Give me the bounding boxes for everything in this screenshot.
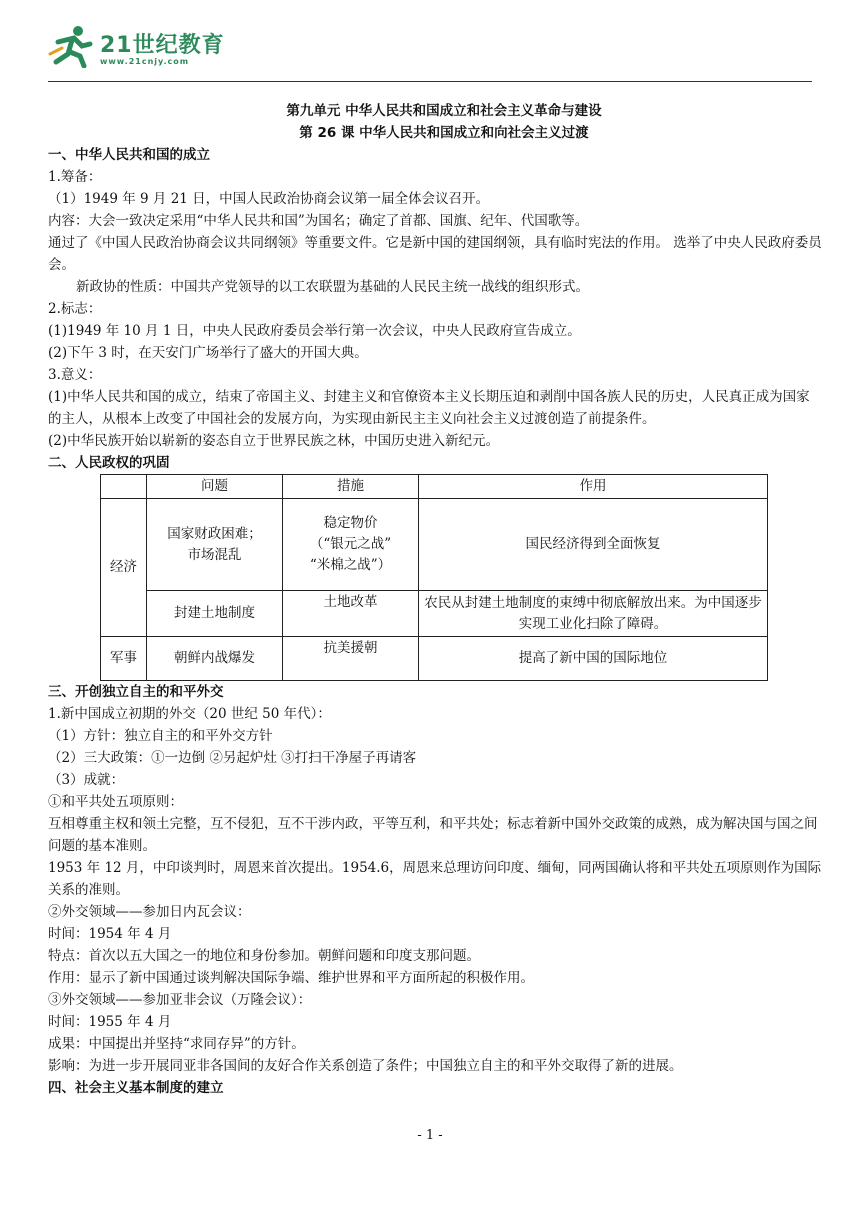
category-cell: 经济 bbox=[101, 499, 147, 637]
section-heading-4: 四、社会主义基本制度的建立 bbox=[48, 1080, 224, 1096]
consolidation-table bbox=[100, 474, 768, 681]
table-header-row bbox=[101, 475, 768, 499]
paragraph: 3.意义： bbox=[48, 367, 102, 383]
paragraph: 影响：为进一步开展同亚非各国间的友好合作关系创造了条件；中国独立自主的和平外交取得了新的进展。 bbox=[48, 1058, 683, 1074]
table-cell bbox=[147, 499, 283, 591]
header-divider bbox=[48, 81, 812, 82]
paragraph: ③外交领域——参加亚非会议（万隆会议）： bbox=[48, 992, 312, 1008]
table-header: 作用 bbox=[419, 475, 768, 499]
paragraph: 特点：首次以五大国之一的地位和身份参加。朝鲜问题和印度支那问题。 bbox=[48, 948, 480, 964]
paragraph: (1)1949 年 10 月 1 日，中央人民政府委员会举行第一次会议，中央人民政府宣告成立。 bbox=[48, 323, 581, 339]
cell-text: “米棉之战”） bbox=[309, 557, 392, 573]
cell-text: 稳定物价 bbox=[323, 515, 378, 531]
paragraph: 互相尊重主权和领土完整，互不侵犯，互不干涉内政，平等互利，和平共处；标志着新中国外交政策的成熟，成为解决国与国之间问题的基本准则。 bbox=[48, 816, 818, 854]
brand-url: www.21cnjy.com bbox=[100, 57, 190, 66]
paragraph: 时间：1954 年 4 月 bbox=[48, 926, 172, 942]
document-body bbox=[48, 100, 822, 1099]
table-cell: 朝鲜内战爆发 bbox=[147, 637, 283, 681]
table-cell: 提高了新中国的国际地位 bbox=[419, 637, 768, 681]
lesson-title: 第 26 课 中华人民共和国成立和向社会主义过渡 bbox=[299, 125, 589, 141]
paragraph: (2)下午 3 时，在天安门广场举行了盛大的开国大典。 bbox=[48, 345, 368, 361]
running-figure-icon bbox=[48, 24, 96, 68]
paragraph: (1)中华人民共和国的成立，结束了帝国主义、封建主义和官僚资本主义长期压迫和剥削中国各族人民的历史，人民真正成为国家的主人，从根本上改变了中国社会的发展方向，为实现由新民主主义向社会主义过渡创造了前提条件。 bbox=[48, 389, 810, 427]
paragraph: 时间：1955 年 4 月 bbox=[48, 1014, 172, 1030]
paragraph: （1）1949 年 9 月 21 日，中国人民政治协商会议第一届全体会议召开。 bbox=[48, 191, 490, 207]
paragraph: 通过了《中国人民政治协商会议共同纲领》等重要文件。它是新中国的建国纲领，具有临时宪法的作用。 选举了中央人民政府委员会。 bbox=[48, 235, 822, 273]
page-number: - 1 - bbox=[417, 1128, 443, 1143]
page-header bbox=[48, 18, 812, 82]
paragraph: 2.标志： bbox=[48, 301, 102, 317]
section-heading-2: 二、人民政权的巩固 bbox=[48, 455, 170, 471]
table-cell: 土地改革 bbox=[283, 591, 419, 637]
unit-title: 第九单元 中华人民共和国成立和社会主义革命与建设 bbox=[286, 103, 602, 119]
cell-text: 市场混乱 bbox=[187, 546, 242, 563]
table-cell: 封建土地制度 bbox=[147, 591, 283, 637]
paragraph: 成果：中国提出并坚持“求同存异”的方针。 bbox=[48, 1036, 305, 1052]
section-heading-3: 三、开创独立自主的和平外交 bbox=[48, 684, 224, 700]
table-header: 问题 bbox=[147, 475, 283, 499]
table-row bbox=[101, 499, 768, 591]
paragraph: （3）成就： bbox=[48, 772, 125, 788]
paragraph: 1.筹备： bbox=[48, 169, 102, 185]
brand-logo bbox=[48, 24, 238, 74]
table-cell bbox=[283, 499, 419, 591]
paragraph: ①和平共处五项原则： bbox=[48, 794, 183, 810]
paragraph: 1953 年 12 月，中印谈判时，周恩来首次提出。1954.6，周恩来总理访问印度、缅甸，同两国确认将和平共处五项原则作为国际关系的准则。 bbox=[48, 860, 822, 898]
table-cell bbox=[101, 475, 147, 499]
paragraph: 新政协的性质：中国共产党领导的以工农联盟为基础的人民民主统一战线的组织形式。 bbox=[76, 279, 589, 295]
paragraph: （2）三大政策：①一边倒 ②另起炉灶 ③打扫干净屋子再请客 bbox=[48, 750, 417, 766]
section-heading-1: 一、中华人民共和国的成立 bbox=[48, 147, 210, 163]
paragraph: 内容：大会一致决定采用“中华人民共和国”为国名；确定了首都、国旗、纪年、代国歌等。 bbox=[48, 213, 589, 229]
category-cell: 军事 bbox=[101, 637, 147, 681]
paragraph: （1）方针：独立自主的和平外交方针 bbox=[48, 728, 273, 744]
table-header: 措施 bbox=[283, 475, 419, 499]
cell-text: 国家财政困难； bbox=[167, 525, 262, 542]
table-row bbox=[101, 637, 768, 681]
table-cell: 抗美援朝 bbox=[283, 637, 419, 681]
paragraph: (2)中华民族开始以崭新的姿态自立于世界民族之林，中国历史进入新纪元。 bbox=[48, 433, 500, 449]
paragraph: 作用：显示了新中国通过谈判解决国际争端、维护世界和平方面所起的积极作用。 bbox=[48, 970, 534, 986]
table-cell: 国民经济得到全面恢复 bbox=[419, 499, 768, 591]
paragraph: 1.新中国成立初期的外交（20 世纪 50 年代）： bbox=[48, 706, 331, 722]
cell-text: （“银元之战” bbox=[309, 536, 392, 552]
table-row bbox=[101, 591, 768, 637]
table-cell: 农民从封建土地制度的束缚中彻底解放出来。为中国逐步实现工业化扫除了障碍。 bbox=[419, 591, 768, 637]
paragraph: ②外交领域——参加日内瓦会议： bbox=[48, 904, 251, 920]
brand-name: 21世纪教育 bbox=[100, 33, 225, 58]
